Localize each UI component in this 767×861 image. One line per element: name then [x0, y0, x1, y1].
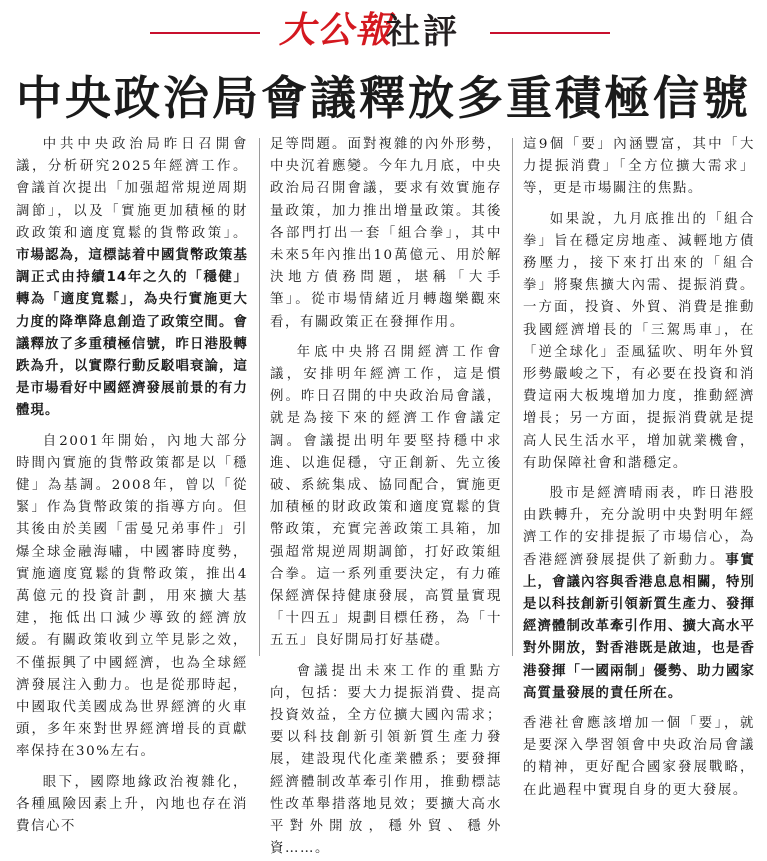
paragraph-emphasis: 事實上，會議內容與香港息息相關，特別是以科技創新引領新質生產力、發揮經濟體制改革牽引作用、擴大高水平對外開放，對香港既是啟迪，也是香港發揮「一國兩制」優勢、助力國家高質量發展的責任所在。: [523, 552, 755, 701]
paragraph-text: 眼下，國際地緣政治複雜化，各種風險因素上升，內地也存在消費信心不: [16, 774, 248, 835]
paragraph-emphasis: 市場認為，這標誌着中國貨幣政策基調正式由持續14年之久的「穩健」轉為「適度寬鬆」，為央行實施更大力度的降準降息創造了政策空間。會議釋放了多重積極信號，昨日港股轉跌為升，以實際行動反駁唱衰論，這是市場看好中國經濟發展前景的有力體現。: [16, 248, 248, 419]
masthead-rule-right: [490, 32, 610, 34]
article-body: [16, 134, 757, 857]
paragraph-text: 自2001年開始，內地大部分時間內實施的貨幣政策都是以「穩健」為基調。2008年，曾以「從緊」作為貨幣政策的指導方向。但其後由於美國「雷曼兄弟事件」引爆全球金融海嘯，中國審時度勢，實施適度寬鬆的貨幣政策，推出4萬億元的投資計劃，用來擴大基建，拖低出口減少導致的經濟放緩。有關政策收到立竿見影之效，不僅振興了中國經濟，也為全球經濟發展注入動力。也是從那時起，中國取代美國成為世界經濟的火車頭，多年來對世界經濟增長的貢獻率保持在30%左右。: [16, 433, 248, 760]
article-paragraph: [523, 209, 755, 475]
masthead: [0, 4, 767, 56]
paragraph-text: 中共中央政治局昨日召開會議，分析研究2025年經濟工作。會議首次提出「加强超常規逆周期調節」，以及「實施更加積極的財政政策和適度寬鬆的貨幣政策」。: [16, 137, 248, 241]
masthead-rule-left: [150, 32, 260, 34]
paragraph-text: 足等問題。面對複雜的內外形勢，中央沉着應變。今年九月底，中央政治局召開會議，要求有效實施存量政策，加力推出增量政策。其後各部門打出一套「組合拳」，其中未來5年內推出10萬億元、用於解決地方債務問題，堪稱「大手筆」。從市場情緒近月轉趨樂觀來看，有關政策正在發揮作用。: [270, 137, 502, 330]
section-title: 社評: [386, 12, 460, 52]
column-divider: [512, 138, 513, 656]
article-paragraph: [270, 134, 502, 334]
paragraph-text: 香港社會應該增加一個「要」，就是要深入學習領會中央政治局會議的精神，更好配合國家發展戰略，在此過程中實現自身的更大發展。: [523, 716, 755, 798]
paragraph-text: 年底中央將召開經濟工作會議，安排明年經濟工作，這是慣例。昨日召開的中央政治局會議，就是為接下來的經濟工作會議定調。會議提出明年要堅持穩中求進、以進促穩，守正創新、先立後破、系統集成、協同配合，實施更加積極的財政政策和適度寬鬆的貨幣政策，充實完善政策工具箱，加强超常規逆周期調節，打好政策組合拳。這一系列重要決定，有力確保經濟保持健康發展，高質量實現「十四五」規劃目標任務，為「十五五」良好開局打好基礎。: [270, 344, 502, 649]
paragraph-text: 會議提出未來工作的重點方向，包括：要大力提振消費、提高投資效益，全方位擴大國內需求；要以科技創新引領新質生產力發展，建設現代化產業體系；要發揮經濟體制改革牽引作用，推動標誌性改革舉措落地見效；要擴大高水平對外開放，穩外貿、穩外資……。: [270, 663, 502, 857]
paragraph-text: 這9個「要」內涵豐富，其中「大力提振消費」「全方位擴大需求」等，更是市場關注的焦點。: [523, 137, 755, 197]
headline: 中央政治局會議釋放多重積極信號: [16, 71, 751, 125]
article-paragraph: [16, 134, 248, 423]
paragraph-text: 股市是經濟晴雨表，昨日港股由跌轉升，充分說明中央對明年經濟工作的安排提振了市場信心，為香港經濟發展提供了新動力。: [523, 486, 755, 568]
column-divider: [259, 138, 260, 656]
article-paragraph: [523, 483, 755, 705]
article-paragraph: [16, 431, 248, 764]
article-paragraph: [16, 772, 248, 839]
article-paragraph: [270, 661, 502, 861]
article-paragraph: [523, 713, 755, 802]
article-paragraph: [270, 342, 502, 653]
article-paragraph: [523, 134, 755, 201]
column-2: [270, 134, 502, 857]
paper-logo: 大公報: [279, 9, 394, 51]
column-3: [523, 134, 755, 798]
column-1: [16, 134, 248, 835]
paragraph-text: 如果說，九月底推出的「組合拳」旨在穩定房地產、減輕地方債務壓力，接下來打出來的「組合拳」將聚焦擴大內需、提振消費。一方面，投資、外貿、消費是推動我國經濟增長的「三駕馬車」，在「逆全球化」歪風猛吹、明年外貿形勢嚴峻之下，有必要在投資和消費這兩大板塊增加力度，推動經濟增長；另一方面，提振消費就是提高人民生活水平，增加就業機會，有助保障社會和諧穩定。: [523, 211, 755, 471]
